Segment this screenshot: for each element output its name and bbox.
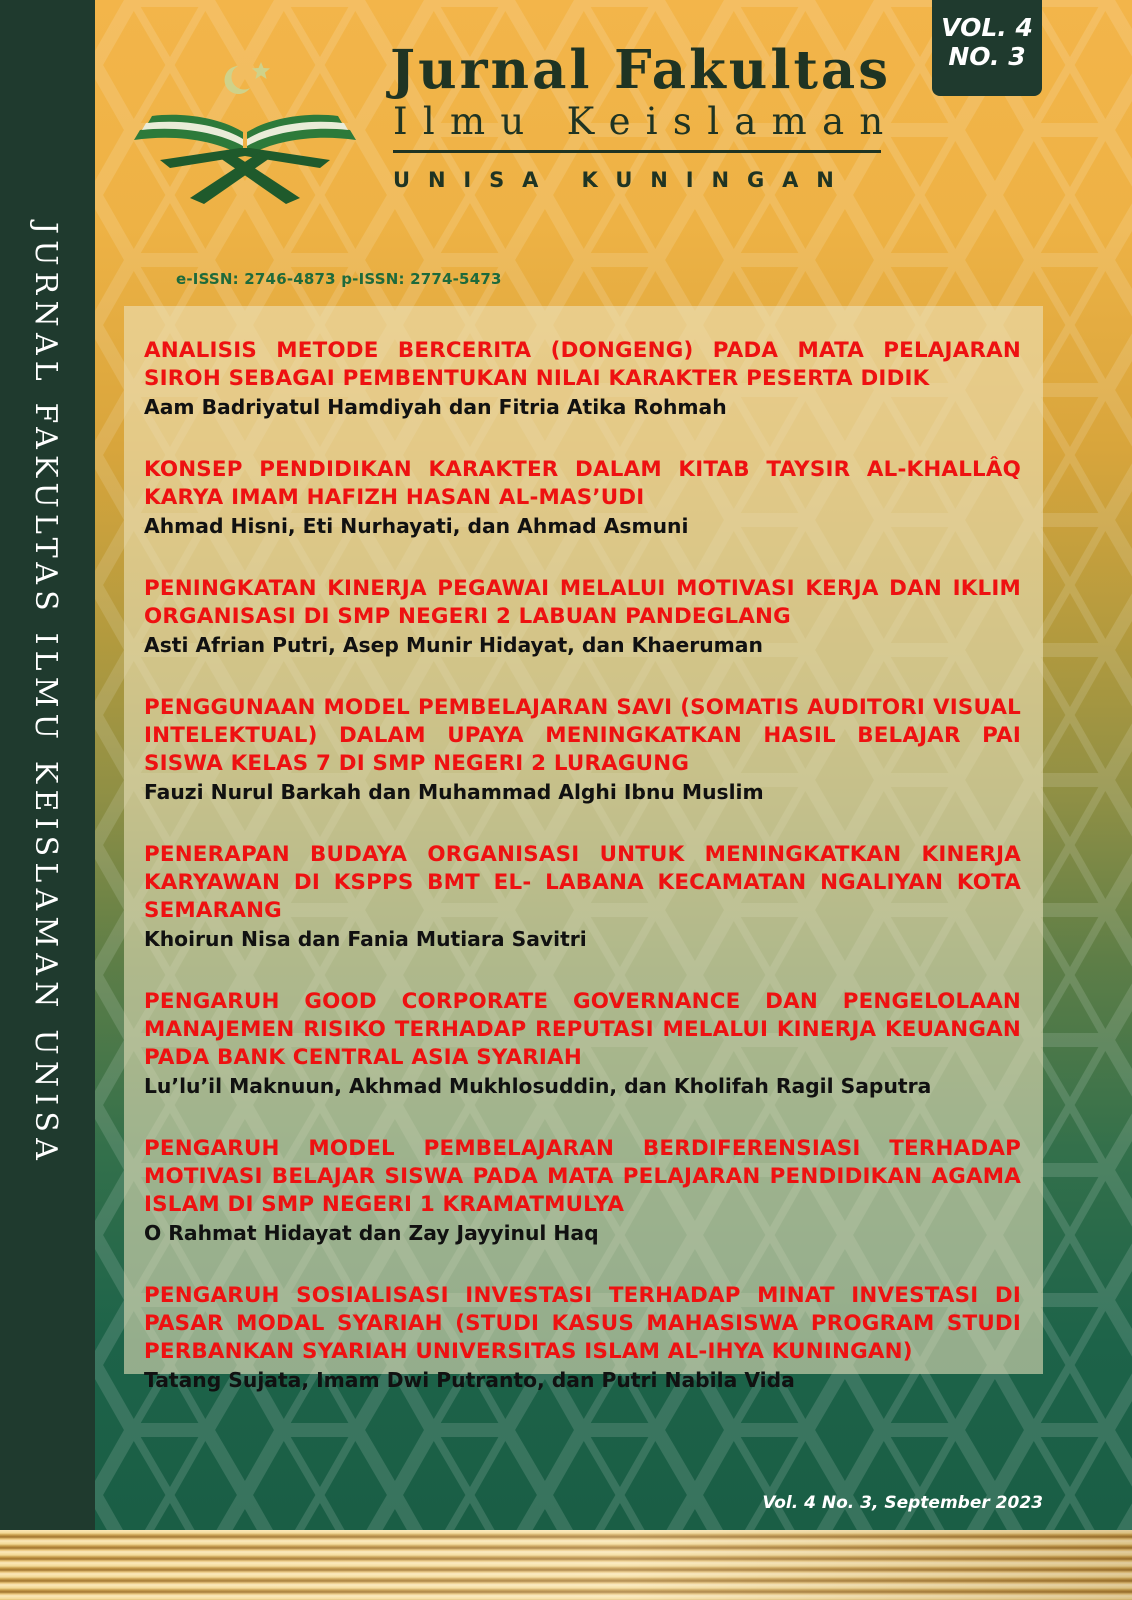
article-entry [144, 988, 1021, 1099]
number-label: NO. 3 [948, 42, 1026, 71]
article-title: PENGGUNAAN MODEL PEMBELAJARAN SAVI (SOMATIS AUDITORI VISUAL INTELEKTUAL) DALAM UPAYA MENINGKATKAN HASIL BELAJAR PAI SISWA KELAS 7 DI SMP NEGERI 2 LURAGUNG [144, 695, 1021, 776]
article-entry [144, 456, 1021, 539]
table-of-contents [124, 306, 1043, 1392]
article-entry [144, 1135, 1021, 1246]
volume-badge [932, 0, 1042, 96]
article-authors: Lu’lu’il Maknuun, Akhmad Mukhlosuddin, dan Kholifah Ragil Saputra [144, 1074, 932, 1098]
institution-name: UNISA KUNINGAN [393, 168, 852, 192]
issn-line: e-ISSN: 2746-4873 p-ISSN: 2774-5473 [176, 270, 502, 288]
article-entry [144, 337, 1021, 420]
article-authors: O Rahmat Hidayat dan Zay Jayyinul Haq [144, 1221, 599, 1245]
article-title: PENERAPAN BUDAYA ORGANISASI UNTUK MENINGKATKAN KINERJA KARYAWAN DI KSPPS BMT EL- LABANA KECAMATAN NGALIYAN KOTA SEMARANG [144, 842, 1021, 923]
article-entry [144, 841, 1021, 952]
volume-label: VOL. 4 [941, 13, 1033, 42]
article-title: KONSEP PENDIDIKAN KARAKTER DALAM KITAB TAYSIR AL-KHALLÂQ KARYA IMAM HAFIZH HASAN AL-MAS’UDI [144, 457, 1021, 510]
gold-stripe-band [0, 1530, 1132, 1600]
quran-stand-logo-icon [120, 48, 370, 208]
article-entry [144, 694, 1021, 805]
masthead-divider [393, 150, 881, 153]
journal-subtitle: Ilmu Keislaman [393, 100, 899, 143]
article-title: PENGARUH GOOD CORPORATE GOVERNANCE DAN PENGELOLAAN MANAJEMEN RISIKO TERHADAP REPUTASI MELALUI KINERJA KEUANGAN PADA BANK CENTRAL ASIA SYARIAH [144, 989, 1021, 1070]
article-entry [144, 575, 1021, 658]
article-entry [144, 1282, 1021, 1393]
spine [0, 0, 95, 1530]
masthead [390, 39, 899, 192]
article-title: PENGARUH MODEL PEMBELAJARAN BERDIFERENSIASI TERHADAP MOTIVASI BELAJAR SISWA PADA MATA PELAJARAN PENDIDIKAN AGAMA ISLAM DI SMP NEGERI 1 KRAMATMULYA [144, 1136, 1021, 1217]
spine-title: JURNAL FAKULTAS ILMU KEISLAMAN UNISA [28, 222, 63, 1166]
article-title: PENGARUH SOSIALISASI INVESTASI TERHADAP MINAT INVESTASI DI PASAR MODAL SYARIAH (STUDI KASUS MAHASISWA PROGRAM STUDI PERBANKAN SYARIAH UNIVERSITAS ISLAM AL-IHYA KUNINGAN) [144, 1283, 1021, 1364]
article-authors: Asti Afrian Putri, Asep Munir Hidayat, dan Khaeruman [144, 633, 763, 657]
article-authors: Tatang Sujata, Imam Dwi Putranto, dan Putri Nabila Vida [144, 1368, 795, 1392]
issue-date: Vol. 4 No. 3, September 2023 [762, 1493, 1043, 1513]
article-title: ANALISIS METODE BERCERITA (DONGENG) PADA MATA PELAJARAN SIROH SEBAGAI PEMBENTUKAN NILAI KARAKTER PESERTA DIDIK [144, 338, 1021, 391]
article-authors: Khoirun Nisa dan Fania Mutiara Savitri [144, 927, 587, 951]
article-authors: Fauzi Nurul Barkah dan Muhammad Alghi Ibnu Muslim [144, 780, 764, 804]
article-authors: Aam Badriyatul Hamdiyah dan Fitria Atika Rohmah [144, 395, 727, 419]
journal-title: Jurnal Fakultas [390, 39, 892, 101]
article-authors: Ahmad Hisni, Eti Nurhayati, dan Ahmad Asmuni [144, 514, 689, 538]
article-title: PENINGKATAN KINERJA PEGAWAI MELALUI MOTIVASI KERJA DAN IKLIM ORGANISASI DI SMP NEGERI 2 LABUAN PANDEGLANG [144, 576, 1021, 629]
